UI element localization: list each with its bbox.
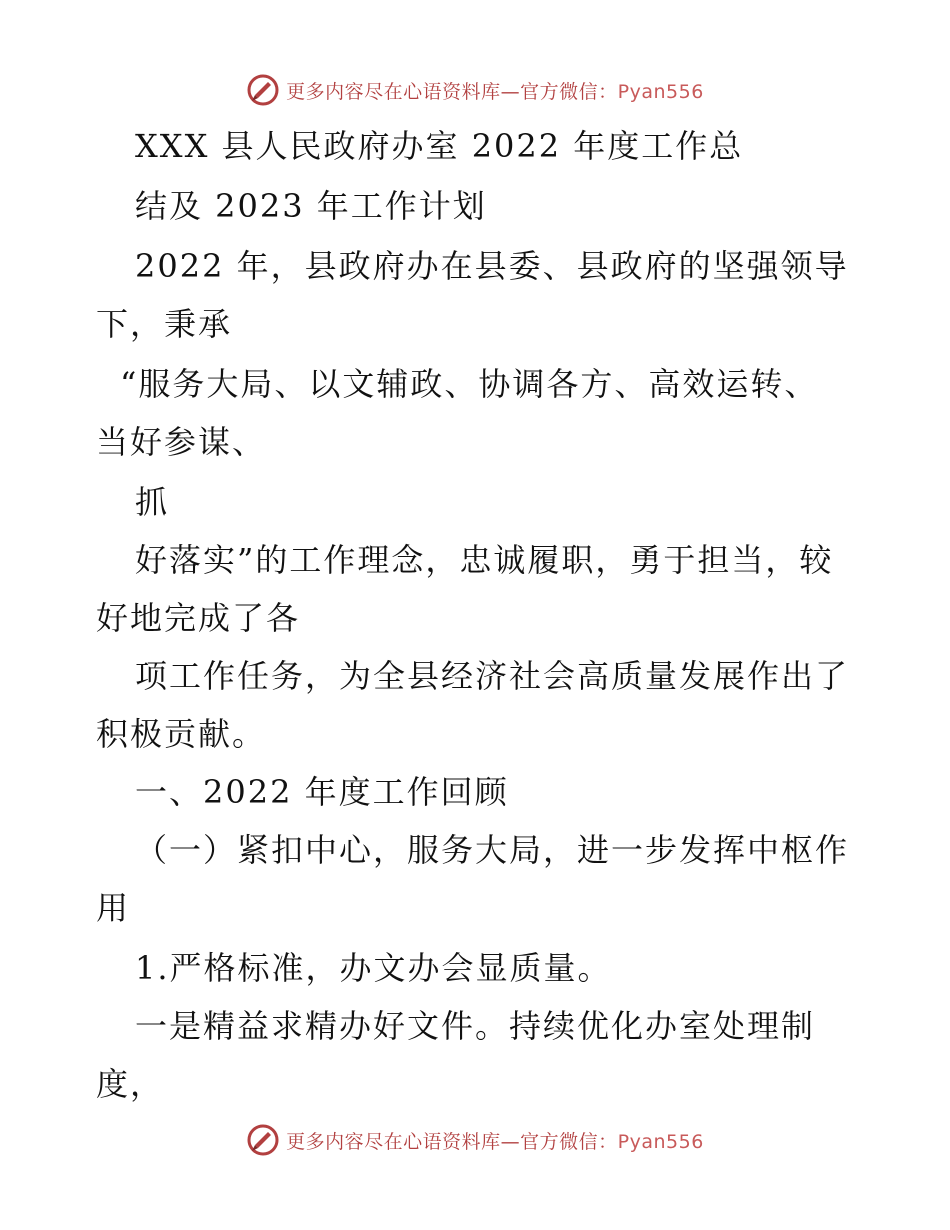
watermark-main: 更多内容尽在心语资料库—官方微信： [286, 80, 618, 103]
logo-icon [246, 1123, 280, 1157]
paragraph-line: 积极贡献。 [96, 715, 267, 753]
watermark-id: Pyan556 [617, 80, 704, 103]
paragraph-line: 用 [96, 889, 131, 927]
paragraph-line: 好落实”的工作理念，忠诚履职，勇于担当，较 [135, 541, 834, 579]
watermark-id: Pyan556 [617, 1130, 704, 1153]
document-title-line-2: 结及 2023 年工作计划 [135, 187, 487, 225]
paragraph-line: “服务大局、以文辅政、协调各方、高效运转、 [120, 365, 819, 403]
paragraph-line: 项工作任务，为全县经济社会高质量发展作出了 [135, 657, 850, 695]
document-title-line-1: XXX 县人民政府办室 2022 年度工作总 [135, 127, 744, 165]
paragraph-line: 一是精益求精办好文件。持续优化办室处理制 [135, 1007, 816, 1045]
watermark-text [286, 1127, 704, 1154]
section-heading: 一、2022 年度工作回顾 [135, 773, 509, 811]
paragraph-line: 2022 年，县政府办在县委、县政府的坚强领导 [135, 247, 849, 285]
subsection-heading: （一）紧扣中心，服务大局，进一步发挥中枢作 [135, 831, 850, 869]
paragraph-line: 度， [96, 1065, 165, 1103]
watermark-footer [0, 1120, 950, 1160]
paragraph-line: 当好参谋、 [96, 423, 267, 461]
paragraph-line: 抓 [135, 483, 170, 521]
item-heading: 1.严格标准，办文办会显质量。 [135, 949, 612, 987]
watermark-main: 更多内容尽在心语资料库—官方微信： [286, 1130, 618, 1153]
paragraph-line: 好地完成了各 [96, 599, 301, 637]
paragraph-line: 下，秉承 [96, 305, 233, 343]
